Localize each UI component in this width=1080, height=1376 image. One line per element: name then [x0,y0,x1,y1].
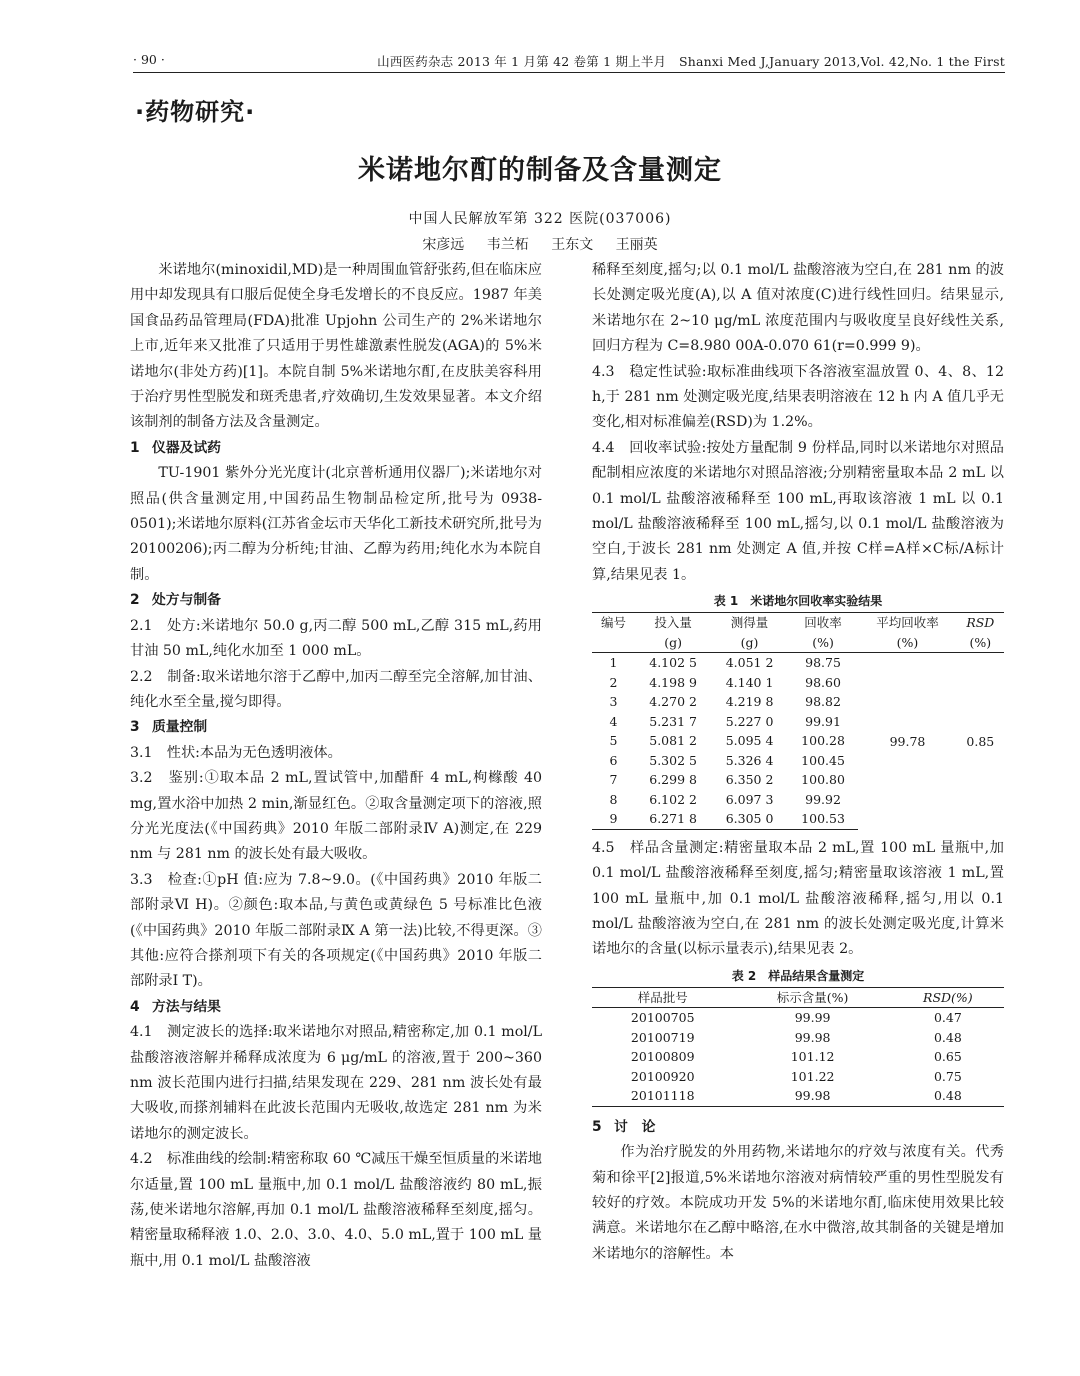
table-header: (%) [858,633,956,653]
table-cell: 20100809 [630,1049,695,1065]
table-cell: 5.095 4 [725,733,774,749]
table-cell: 98.60 [805,674,841,690]
section-heading [130,436,542,461]
right-column [592,258,1004,1267]
body-paragraph: 稀释至刻度,摇匀;以 0.1 mol/L 盐酸溶液为空白,在 281 nm 的波长处测定吸光度(A),以 A 值对浓度(C)进行线性回归。结果显示,米诺地尔在 2~10 μg/mL 浓度范围内与吸收度呈良好线性关系,回归方程为 C=8.980 00A-0.070 61(r=0.999 9)。 [592,262,1004,355]
table-cell: 20100719 [630,1029,695,1045]
table-cell: 6.097 3 [725,791,774,807]
table-cell: 20100920 [630,1068,695,1084]
table-cell: 9 [592,809,635,829]
table-header: 投入量 [635,613,711,633]
table-cell: 0.48 [892,1086,1004,1106]
table-cell: 5.231 7 [649,713,697,729]
table-row [592,1047,1004,1067]
table-cell: 5.227 0 [725,713,774,729]
body-paragraph: 4.2 标准曲线的绘制:精密称取 60 ℃减压干燥至恒质量的米诺地尔适量,置 100 mL 量瓶中,加 0.1 mol/L 盐酸溶液约 80 mL,振荡,使米诺地尔溶解,再加 0.1 mol/L 盐酸溶液稀释至刻度,摇匀。精密量取稀释液 1.0、2.0、3.0、4.0、5.0 mL,置于 100 mL 量瓶中,用 0.1 mol/L 盐酸溶液 [130,1151,542,1269]
table-cell: 100.53 [788,809,859,829]
table-cell: 6.299 8 [649,772,697,788]
content-table-body [592,1008,1004,1107]
table-cell: 100.80 [801,772,845,788]
table-cell: 5.081 2 [649,733,697,749]
table2-caption: 表 2 样品结果含量测定 [731,968,865,983]
table-cell: 20100705 [630,1010,695,1026]
table-cell: 101.12 [790,1049,835,1065]
table-cell: 5.302 5 [649,752,697,768]
body-paragraph: 作为治疗脱发的外用药物,米诺地尔的疗效与浓度有关。代秀菊和徐平[2]报道,5%米诺地尔溶液对病情较严重的男性型脱发有较好的疗效。本院成功开发 5%的米诺地尔酊,临床使用效果比较满意。米诺地尔在乙醇中略溶,在水中微溶,故其制备的关键是增加米诺地尔的溶解性。本 [592,1144,1004,1262]
table1-caption: 表 1 米诺地尔回收率实验结果 [713,594,883,609]
right-column-mid [592,836,1004,963]
table-cell: 0.47 [933,1010,962,1026]
table-cell: 20101118 [592,1086,733,1106]
section-heading [130,995,542,1020]
table-header: 标示含量(%) [733,987,891,1008]
table-cell: 6.102 2 [649,791,697,807]
table-row [592,1008,1004,1028]
table-cell: 4.270 2 [649,694,697,710]
recovery-table [592,612,1004,830]
journal-citation: 山西医药杂志 2013 年 1 月第 42 卷第 1 期上半月 Shanxi Med J,January 2013,Vol. 42,No. 1 the First [377,54,1005,69]
table-row [592,1028,1004,1048]
table-cell: 99.99 [794,1010,831,1026]
section-heading-text: 质量控制 [152,719,208,736]
table-cell: 100.28 [801,733,845,749]
table-header: 编号 [592,613,635,633]
page-number: · 90 · [133,52,165,67]
table-header [592,633,635,653]
table-cell: 6.305 0 [711,809,787,829]
author-name: 宋彦远 [422,237,465,253]
table-cell: 4 [609,713,618,729]
section-heading-text: 仪器及试药 [152,439,221,456]
table-cell: 3 [609,694,618,710]
body-paragraph: 4.5 样品含量测定:精密量取本品 2 mL,置 100 mL 量瓶中,加 0.1 mol/L 盐酸溶液稀释至刻度,摇匀;精密量取该溶液 1 mL,置 100 mL 量瓶中,加 0.1 mol/L 盐酸溶液稀释,摇匀,用以 0.1 mol/L 盐酸溶液为空白,在 281 nm 的波长处测定吸光度,计算米诺地尔的含量(以标示量表示),结果见表 2。 [592,839,1004,958]
body-paragraph: 2.1 处方:米诺地尔 50.0 g,丙二醇 500 mL,乙醇 315 mL,药用甘油 50 mL,纯化水加至 1 000 mL。 [130,617,542,660]
table-cell: 4.051 2 [725,655,774,671]
body-paragraph: 3.3 检查:①pH 值:应为 7.8~9.0。(《中国药典》2010 年版二部附录Ⅵ H)。②颜色:取本品,与黄色或黄绿色 5 号标准比色液(《中国药典》2010 年版二部附录Ⅸ A 第一法)比较,不得更深。③其他:应符合搽剂项下有关的各项规定(《中国药典》2010 年版二部附录Ⅰ T)。 [130,871,542,990]
recovery-table-body [592,653,1004,830]
table-header: (g) [635,633,711,653]
mean-recovery-cell: 99.78 [889,733,926,749]
content-table [592,987,1004,1107]
section-number: 5 [592,1118,602,1135]
table-cell: 8 [609,791,618,807]
body-paragraph: 米诺地尔(minoxidil,MD)是一种周围血管舒张药,但在临床应用中却发现具有口服后促使全身毛发增长的不良反应。1987 年美国食品药品管理局(FDA)批准 Upjohn 公司生产的 2%米诺地尔上市,近年来又批准了只适用于男性雄激素性脱发(AGA)的 5%米诺地尔(非处方药)[1]。本院自制 5%米诺地尔酊,在皮肤美容科用于治疗男性型脱发和斑秃患者,疗效确切,生发效果显著。本文介绍该制剂的制备方法及含量测定。 [130,262,542,431]
section-number: 1 [130,439,140,456]
table-row [592,1086,1004,1106]
table-cell: 0.75 [933,1068,962,1084]
table-cell: 4.198 9 [649,674,697,690]
author-list [0,234,1080,254]
table-cell: 0.65 [933,1049,962,1065]
table-header: RSD(%) [892,987,1004,1008]
table-cell: 5 [609,733,618,749]
running-header [133,48,1005,74]
body-paragraph: 3.1 性状:本品为无色透明液体。 [130,744,342,761]
body-paragraph: 4.1 测定波长的选择:取米诺地尔对照品,精密称定,加 0.1 mol/L 盐酸溶液溶解并稀释成浓度为 6 μg/mL 的溶液,置于 200~360 nm 波长范围内进行扫描,结果发现在 229、281 nm 波长处有最大吸收,而搽剂辅料在此波长范围内无吸收,故选定 281 nm 为米诺地尔的测定波长。 [130,1024,542,1142]
table-cell: 101.22 [790,1068,835,1084]
rsd-cell: 0.85 [966,733,995,749]
body-paragraph: 2.2 制备:取米诺地尔溶于乙醇中,加丙二醇至完全溶解,加甘油、纯化水至全量,搅匀即得。 [130,668,542,710]
body-paragraph: TU-1901 紫外分光光度计(北京普析通用仪器厂);米诺地尔对照品(供含量测定用,中国药品生物制品检定所,批号为 0938-0501);米诺地尔原料(江苏省金坛市天华化工新技术研究所,批号为 20100206);丙二醇为分析纯;甘油、乙醇为药用;纯化水为本院自制。 [130,465,542,583]
table-cell: 99.98 [733,1086,891,1106]
table-cell: 99.92 [805,791,841,807]
table-cell: 5.326 4 [725,752,774,768]
table-cell: 1 [609,655,618,671]
table-cell: 100.45 [801,752,845,768]
table-cell: 99.98 [794,1029,831,1045]
body-paragraph: 3.2 鉴别:①取本品 2 mL,置试管中,加醋酐 4 mL,枸橼酸 40 mg,置水浴中加热 2 min,渐显红色。②取含量测定项下的溶液,照分光光度法(《中国药典》2010 年版二部附录Ⅳ A)测定,在 229 nm 与 281 nm 的波长处有最大吸收。 [130,770,542,863]
table-header: 平均回收率 [858,613,956,633]
author-name: 王东文 [551,237,594,253]
section-heading [130,715,542,740]
section-heading-text: 处方与制备 [152,592,221,609]
table-cell: 98.82 [805,694,841,710]
table-cell: 6.271 8 [635,809,711,829]
right-column-top [592,258,1004,588]
affiliation: 中国人民解放军第 322 医院(037006) [408,211,672,227]
left-column [130,258,542,1274]
section-tag: ·药物研究· [135,98,256,126]
table-cell: 2 [609,674,618,690]
table-header: (g) [711,633,787,653]
table-header: (%) [788,633,859,653]
table-header: (%) [957,633,1004,653]
header-rule [133,72,1005,73]
table-header: RSD [957,613,1004,633]
right-column-bottom [592,1115,1004,1267]
table-cell: 99.91 [805,713,841,729]
table-header: 样品批号 [592,987,733,1008]
author-name: 王丽英 [615,237,658,253]
section-number: 4 [130,998,140,1015]
author-name: 韦兰柘 [486,237,529,253]
body-paragraph: 4.4 回收率试验:按处方量配制 9 份样品,同时以米诺地尔对照品配制相应浓度的米诺地尔对照品溶液;分别精密量取本品 2 mL 以 0.1 mol/L 盐酸溶液稀释至 100 mL,再取该溶液 1 mL 以 0.1 mol/L 盐酸溶液稀释至 100 mL,摇匀,以 0.1 mol/L 盐酸溶液为空白,于波长 281 nm 处测定 A 值,并按 C样=A样×C标/A标计算,结果见表 1。 [592,439,1004,583]
section-heading [130,588,542,613]
table-cell: 6.350 2 [725,772,774,788]
table-header: 回收率 [788,613,859,633]
table-row [592,653,1004,673]
table-header: 测得量 [711,613,787,633]
table-row [592,1067,1004,1087]
section-number: 3 [130,719,140,736]
table-cell: 7 [609,772,618,788]
section-heading-text: 方法与结果 [152,998,221,1015]
table-cell: 4.140 1 [725,674,774,690]
table-cell: 4.219 8 [725,694,774,710]
table-cell: 98.75 [805,655,841,671]
body-paragraph: 4.3 稳定性试验:取标准曲线项下各溶液室温放置 0、4、8、12 h,于 281 nm 处测定吸光度,结果表明溶液在 12 h 内 A 值几乎无变化,相对标准偏差(RSD)为 1.2%。 [592,363,1004,431]
section-number: 2 [130,592,140,609]
section-heading-text: 讨 论 [614,1118,656,1135]
table-cell: 4.102 5 [649,655,697,671]
section-heading [592,1115,1004,1140]
table-cell: 0.48 [933,1029,962,1045]
table-cell: 6 [609,752,618,768]
article-title: 米诺地尔酊的制备及含量测定 [358,155,722,186]
